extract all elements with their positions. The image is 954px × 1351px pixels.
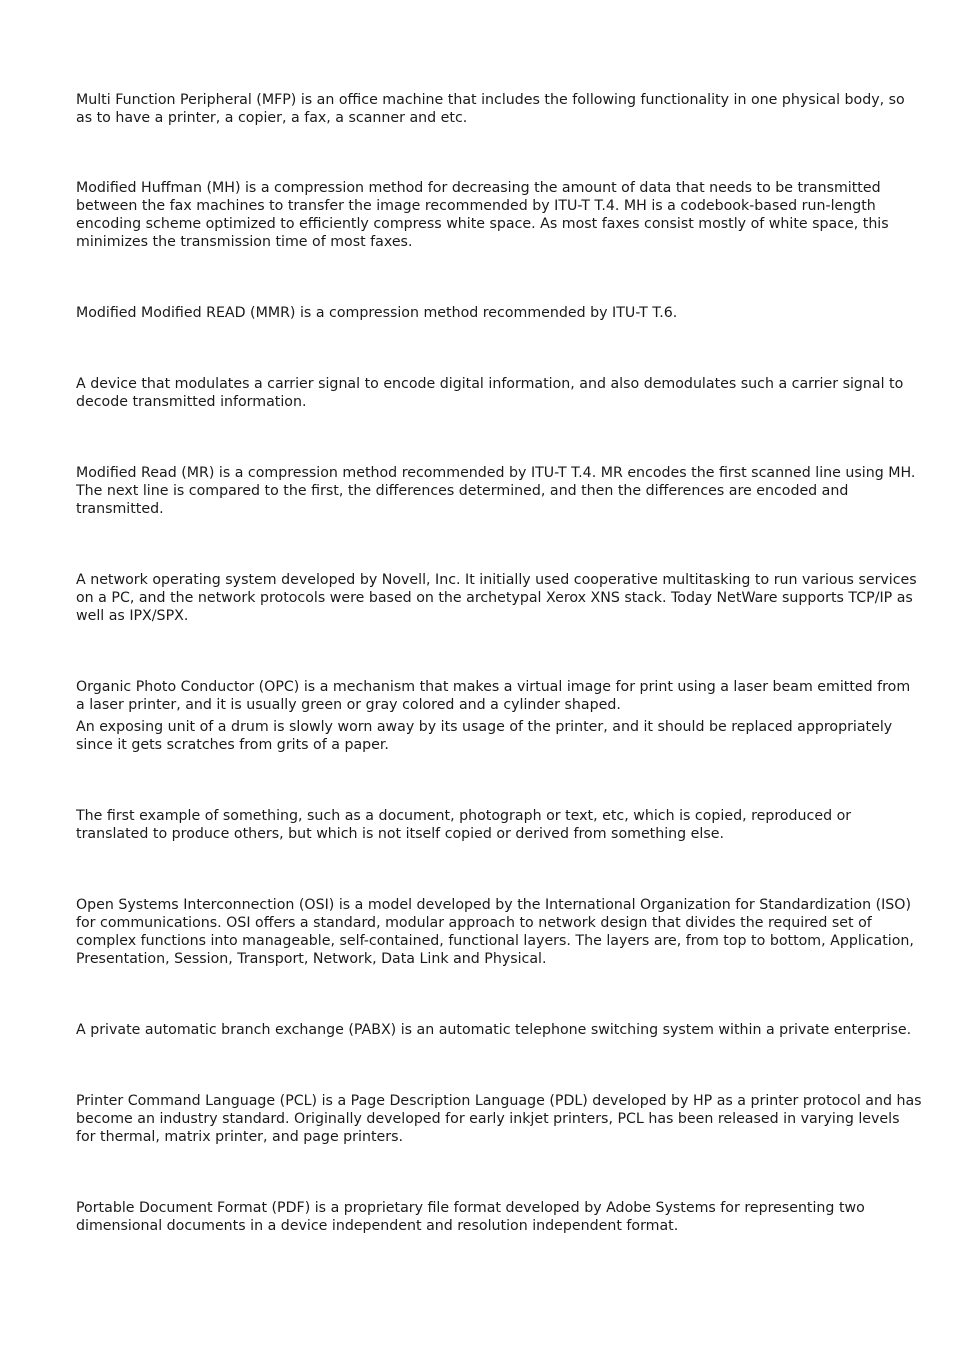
definition-paragraph: Portable Document Format (PDF) is a proprietary file format developed by Adobe Systems for representing two dimensional documents in a device independent and resolution independent format. xyxy=(76,1200,865,1234)
glossary-entry-pdf xyxy=(76,1199,922,1235)
definition-paragraph: A device that modulates a carrier signal to encode digital information, and also demodulates such a carrier signal to decode transmitted information. xyxy=(76,376,904,410)
definition-paragraph: A network operating system developed by Novell, Inc. It initially used cooperative multitasking to run various services on a PC, and the network protocols were based on the archetypal Xerox XNS stack. Today NetWare supports TCP/IP as well as IPX/SPX. xyxy=(76,572,917,624)
glossary-entry-opc xyxy=(76,678,922,754)
definition-paragraph: Modified Huffman (MH) is a compression method for decreasing the amount of data that needs to be transmitted between the fax machines to transfer the image recommended by ITU-T T.4. MH is a codebook-based run-length encoding scheme optimized to efficiently compress white space. As most faxes consist mostly of white space, this minimizes the transmission time of most faxes. xyxy=(76,180,889,250)
glossary-entry-pabx xyxy=(76,1021,922,1039)
glossary-entry-netware xyxy=(76,571,922,625)
glossary-entry-mmr xyxy=(76,304,922,322)
glossary-document xyxy=(76,91,922,1235)
glossary-entry-modem xyxy=(76,375,922,411)
definition-paragraph: Open Systems Interconnection (OSI) is a model developed by the International Organization for Standardization (ISO) for communications. OSI offers a standard, modular approach to network design that divides the required set of complex functions into manageable, self-contained, functional layers. The layers are, from top to bottom, Application, Presentation, Session, Transport, Network, Data Link and Physical. xyxy=(76,897,914,967)
glossary-entry-mh xyxy=(76,179,922,251)
definition-paragraph: A private automatic branch exchange (PABX) is an automatic telephone switching system within a private enterprise. xyxy=(76,1022,912,1038)
glossary-entry-original xyxy=(76,807,922,843)
definition-paragraph: Multi Function Peripheral (MFP) is an office machine that includes the following functionality in one physical body, so as to have a printer, a copier, a fax, a scanner and etc. xyxy=(76,92,905,126)
glossary-entry-pcl xyxy=(76,1092,922,1146)
definition-paragraph: Modified Modified READ (MMR) is a compression method recommended by ITU-T T.6. xyxy=(76,305,678,321)
glossary-entry-mfp xyxy=(76,91,922,127)
definition-paragraph: Organic Photo Conductor (OPC) is a mechanism that makes a virtual image for print using a laser beam emitted from a laser printer, and it is usually green or gray colored and a cylinder shaped. xyxy=(76,679,911,713)
glossary-entry-osi xyxy=(76,896,922,968)
definition-paragraph: Modified Read (MR) is a compression method recommended by ITU-T T.4. MR encodes the first scanned line using MH. The next line is compared to the first, the differences determined, and then the differences are encoded and transmitted. xyxy=(76,465,916,517)
glossary-entry-mr xyxy=(76,464,922,518)
definition-paragraph: Printer Command Language (PCL) is a Page Description Language (PDL) developed by HP as a printer protocol and has become an industry standard. Originally developed for early inkjet printers, PCL has been released in varying levels for thermal, matrix printer, and page printers. xyxy=(76,1093,922,1145)
definition-paragraph: The first example of something, such as a document, photograph or text, etc, which is copied, reproduced or translated to produce others, but which is not itself copied or derived from something else. xyxy=(76,808,852,842)
definition-paragraph: An exposing unit of a drum is slowly worn away by its usage of the printer, and it should be replaced appropriately since it gets scratches from grits of a paper. xyxy=(76,719,893,753)
